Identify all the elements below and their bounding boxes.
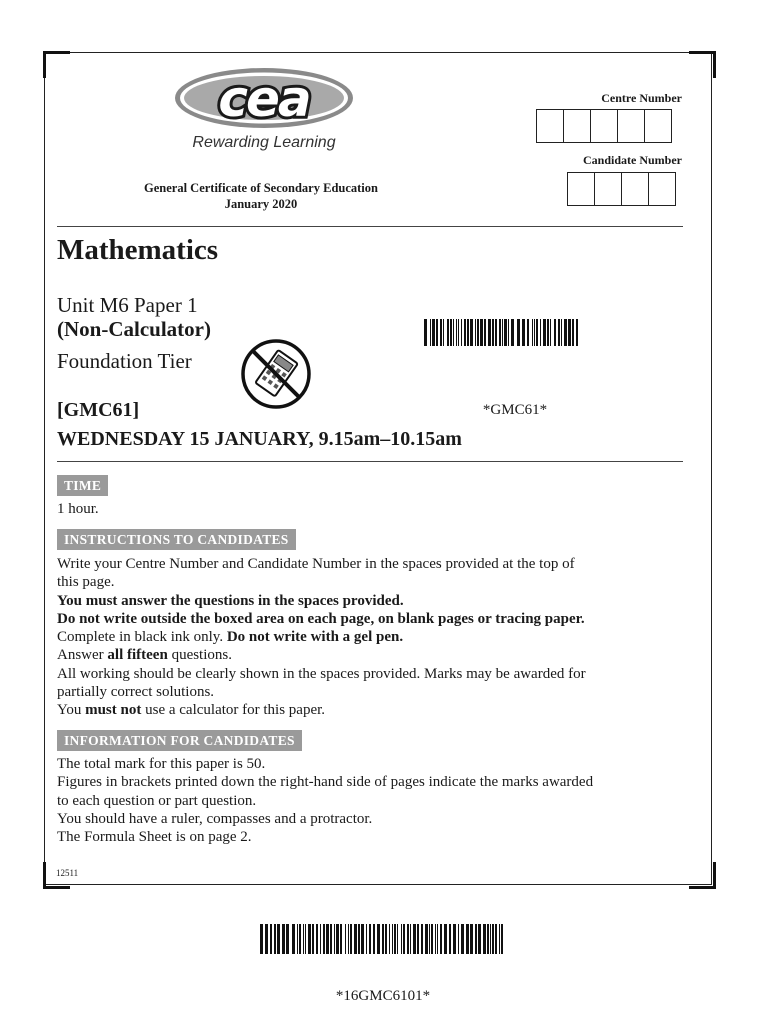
barcode-stripe [444,924,447,954]
barcode-stripe [330,924,332,954]
barcode-stripe [334,924,335,954]
barcode-stripe [461,319,462,346]
candidate-number-box[interactable] [594,172,622,206]
barcode-stripe [377,924,380,954]
centre-number-label: Centre Number [601,91,682,105]
barcode-stripe [410,924,411,954]
barcode-stripe [466,924,469,954]
barcode-stripe [453,319,454,346]
barcode-stripe [492,319,494,346]
barcode-stripe [312,924,314,954]
barcode-stripe [576,319,578,346]
barcode-stripe [487,924,489,954]
information-heading: INFORMATION FOR CANDIDATES [57,730,302,751]
barcode-stripe [316,924,318,954]
subject-title: Mathematics [57,234,219,266]
instruction-emphasis: all fifteen [107,647,168,664]
barcode-stripe [326,924,329,954]
barcode-stripe [417,924,419,954]
exam-datetime: WEDNESDAY 15 JANUARY, 9.15am–10.15am [57,428,462,450]
barcode-stripe [366,924,367,954]
barcode-stripe [572,319,574,346]
candidate-number-boxes [567,172,676,206]
page-barcode-text: *16GMC6101* [335,988,431,1004]
corner-mark-bottom-right [689,862,716,889]
barcode-stripe [490,924,491,954]
barcode-stripe [495,924,497,954]
barcode-stripe [392,924,393,954]
information-line: The Formula Sheet is on page 2. [57,829,252,846]
time-heading: TIME [57,475,108,496]
barcode-stripe [536,319,538,346]
instructions-heading: INSTRUCTIONS TO CANDIDATES [57,529,296,550]
candidate-number-box[interactable] [567,172,595,206]
barcode-stripe [449,924,451,954]
barcode-stripe [470,924,473,954]
qualification-title: General Certificate of Secondary Education [144,181,378,195]
barcode-stripe [297,924,298,954]
barcode-stripe [502,319,503,346]
barcode-stripe [475,319,476,346]
centre-number-box[interactable] [536,109,564,143]
barcode-stripe [495,319,497,346]
barcode-stripe [477,319,479,346]
barcode-stripe [483,924,486,954]
barcode-stripe [397,924,398,954]
barcode-stripe [453,924,456,954]
barcode-stripe [350,924,352,954]
logo-tagline: Rewarding Learning [192,134,336,151]
barcode-stripe [320,924,321,954]
barcode-stripe [308,924,311,954]
instruction-text: You [57,702,86,719]
barcode-stripe [358,924,360,954]
barcode-stripe [501,924,503,954]
barcode-stripe [508,319,509,346]
no-calculator-icon [239,337,313,411]
barcode-stripe [345,924,346,954]
barcode-stripe [470,319,473,346]
barcode-stripe [323,924,325,954]
barcode-stripe [286,924,289,954]
barcode-stripe [458,924,459,954]
candidate-number-box[interactable] [648,172,676,206]
instruction-text: use a calculator for this paper. [141,702,326,719]
barcode-stripe [447,319,449,346]
barcode-stripe [373,924,375,954]
barcode-stripe [534,319,535,346]
information-line: The total mark for this paper is 50. [57,756,266,772]
barcode-stripe [403,924,405,954]
barcode-stripe [492,924,494,954]
barcode-stripe [440,924,442,954]
barcode-stripe [413,924,416,954]
footer-code: 12511 [56,868,79,878]
barcode-stripe [305,924,306,954]
barcode-stripe [550,319,551,346]
barcode-stripe [547,319,549,346]
barcode-stripe [425,924,428,954]
instruction-emphasis: must not [85,702,142,719]
instruction-line [57,646,677,664]
barcode-stripe [527,319,529,346]
barcode-stripe [382,924,384,954]
information-body [57,755,677,846]
barcode-stripe [435,924,436,954]
barcode-stripe [385,924,387,954]
instruction-line: this page. [57,574,115,591]
barcode-stripe [499,319,501,346]
barcode-stripe [488,319,491,346]
instruction-line [57,701,677,719]
instruction-line: Do not write outside the boxed area on each page, on blank pages or tracing paper. [57,610,585,627]
barcode-stripe [274,924,276,954]
barcode-stripe [369,924,371,954]
barcode-stripe [340,924,342,954]
barcode-stripe [511,319,514,346]
corner-mark-top-left [43,51,70,78]
barcode-stripe [421,924,423,954]
information-line: to each question or part question. [57,792,257,809]
barcode-stripe [389,924,390,954]
barcode-stripe [292,924,295,954]
centre-number-boxes [536,109,672,143]
barcode-stripe [543,319,546,346]
barcode-stripe [461,924,464,954]
barcode-stripe [260,924,263,954]
barcode-stripe [450,319,452,346]
centre-number-box[interactable] [644,109,672,143]
barcode-stripe [282,924,285,954]
barcode-stripe [554,319,556,346]
barcode-stripe [432,319,435,346]
barcode-stripe [564,319,567,346]
barcode-stripe [431,924,433,954]
instructions-body [57,555,677,720]
barcode-stripe [394,924,396,954]
barcode-stripe [436,319,438,346]
barcode-stripe [401,924,402,954]
instruction-text: Answer [57,647,108,664]
tier-label: Foundation Tier [57,349,192,373]
barcode-stripe [456,319,457,346]
paper-code: [GMC61] [57,399,140,421]
instruction-line: partially correct solutions. [57,684,215,701]
barcode-stripe [499,924,500,954]
barcode-stripe [540,319,541,346]
page-barcode [260,924,506,954]
instruction-line: Write your Centre Number and Candidate Number in the spaces provided at the top of [57,556,575,572]
barcode-stripe [484,319,486,346]
barcode-stripe [430,319,431,346]
candidate-number-label: Candidate Number [582,153,682,167]
instruction-text: questions. [167,647,232,664]
barcode-stripe [475,924,477,954]
barcode-stripe [458,319,459,346]
corner-mark-top-right [689,51,716,78]
centre-number-box[interactable] [563,109,591,143]
svg-text:cea: cea [218,70,310,128]
barcode-stripe [478,924,481,954]
barcode-stripe [277,924,280,954]
barcode-stripe [532,319,533,346]
barcode-stripe [440,319,442,346]
barcode-stripe [568,319,571,346]
cea-logo [172,64,358,156]
candidate-number-box[interactable] [621,172,649,206]
information-line: You should have a ruler, compasses and a protractor. [57,810,373,827]
barcode-stripe [354,924,357,954]
barcode-stripe [424,319,427,346]
divider-middle [57,461,683,462]
divider-top [57,226,683,227]
barcode-stripe [270,924,272,954]
barcode-stripe [437,924,438,954]
instruction-line [57,628,677,646]
barcode-stripe [265,924,268,954]
barcode-stripe [480,319,483,346]
barcode-stripe [348,924,349,954]
unit-title: Unit M6 Paper 1 [57,293,198,317]
barcode-stripe [299,924,301,954]
barcode-stripe [558,319,560,346]
barcode-stripe [517,319,520,346]
barcode-stripe [443,319,444,346]
barcode-stripe [336,924,339,954]
barcode-stripe [561,319,562,346]
centre-number-box[interactable] [590,109,618,143]
instruction-line: All working should be clearly shown in the spaces provided. Marks may be awarded for [57,665,586,682]
barcode-stripe [429,924,430,954]
exam-session: January 2020 [224,197,298,211]
barcode-stripe [522,319,525,346]
paper-barcode [424,319,580,346]
barcode-stripe [504,319,507,346]
barcode-stripe [407,924,409,954]
barcode-code-text: *GMC61* [482,402,548,418]
calculator-note: (Non-Calculator) [57,317,211,341]
time-text: 1 hour. [57,501,99,517]
instruction-text: Complete in black ink only. [57,629,227,646]
barcode-stripe [464,319,466,346]
instruction-line: You must answer the questions in the spaces provided. [57,592,404,609]
barcode-stripe [361,924,364,954]
instruction-emphasis: Do not write with a gel pen. [226,629,404,646]
information-line: Figures in brackets printed down the right-hand side of pages indicate the marks awarded [57,774,594,791]
barcode-stripe [303,924,304,954]
barcode-stripe [467,319,469,346]
centre-number-box[interactable] [617,109,645,143]
